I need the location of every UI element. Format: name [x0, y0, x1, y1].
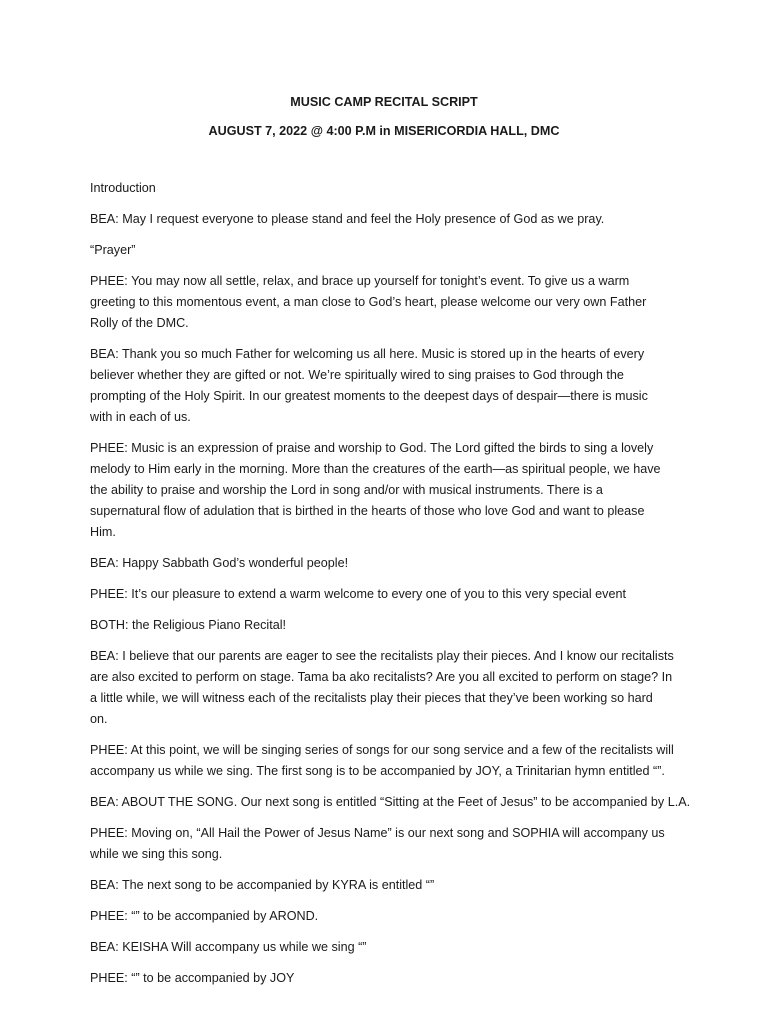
- script-paragraph: [90, 615, 680, 636]
- script-line: BEA: Thank you so much Father for welcoming us all here. Music is stored up in the hearts of every: [90, 347, 645, 361]
- script-paragraph: [90, 740, 680, 782]
- document-title: MUSIC CAMP RECITAL SCRIPT: [290, 95, 478, 109]
- script-line: with in each of us.: [90, 410, 191, 424]
- script-paragraph: [90, 178, 680, 199]
- script-line: a little while, we will witness each of the recitalists play their pieces that they’ve been working so hard: [90, 691, 653, 705]
- script-line: Him.: [90, 525, 116, 539]
- script-line: PHEE: Music is an expression of praise and worship to God. The Lord gifted the birds to sing a lovely: [90, 441, 654, 455]
- script-paragraph: [90, 646, 680, 730]
- script-paragraph: [90, 823, 680, 865]
- script-line: PHEE: You may now all settle, relax, and brace up yourself for tonight’s event. To give us a warm: [90, 274, 630, 288]
- script-line: the ability to praise and worship the Lord in song and/or with musical instruments. There is a: [90, 483, 603, 497]
- script-paragraph: [90, 271, 680, 334]
- script-line: accompany us while we sing. The first song is to be accompanied by JOY, a Trinitarian hymn entitled “”.: [90, 764, 665, 778]
- script-paragraph: [90, 344, 680, 428]
- script-line: are also excited to perform on stage. Tama ba ako recitalists? Are you all excited to perform on stage? In: [90, 670, 673, 684]
- script-line: believer whether they are gifted or not. We’re spiritually wired to sing praises to God through the: [90, 368, 624, 382]
- script-line: PHEE: Moving on, “All Hail the Power of Jesus Name” is our next song and SOPHIA will accompany us: [90, 826, 665, 840]
- script-line: PHEE: “” to be accompanied by AROND.: [90, 909, 319, 923]
- script-paragraph: [90, 875, 680, 896]
- script-line: BEA: May I request everyone to please stand and feel the Holy presence of God as we pray.: [90, 212, 605, 226]
- script-paragraph: [90, 584, 680, 605]
- script-line: greeting to this momentous event, a man close to God’s heart, please welcome our very own Father: [90, 295, 647, 309]
- script-line: BOTH: the Religious Piano Recital!: [90, 618, 286, 632]
- script-body: [90, 178, 691, 999]
- script-line: PHEE: “” to be accompanied by JOY: [90, 971, 295, 985]
- script-line: BEA: The next song to be accompanied by KYRA is entitled “”: [90, 878, 435, 892]
- script-line: supernatural flow of adulation that is birthed in the hearts of those who love God and want to please: [90, 504, 645, 518]
- script-paragraph: [90, 240, 680, 261]
- script-line: prompting of the Holy Spirit. In our greatest moments to the deepest days of despair—there is music: [90, 389, 648, 403]
- script-paragraph: [90, 937, 680, 958]
- script-line: melody to Him early in the morning. More than the creatures of the earth—as spiritual people, we have: [90, 462, 661, 476]
- script-line: “Prayer”: [90, 243, 136, 257]
- script-paragraph: [90, 209, 680, 230]
- script-line: PHEE: It’s our pleasure to extend a warm welcome to every one of you to this very special event: [90, 587, 626, 601]
- script-line: on.: [90, 712, 108, 726]
- script-line: BEA: ABOUT THE SONG. Our next song is entitled “Sitting at the Feet of Jesus” to be accompanied by L.A.: [90, 795, 691, 809]
- script-paragraph: [90, 906, 680, 927]
- script-line: Rolly of the DMC.: [90, 316, 189, 330]
- script-paragraph: [90, 792, 691, 813]
- script-line: while we sing this song.: [90, 847, 223, 861]
- script-line: BEA: I believe that our parents are eager to see the recitalists play their pieces. And I know our recitalists: [90, 649, 674, 663]
- script-paragraph: [90, 438, 680, 543]
- script-line: PHEE: At this point, we will be singing series of songs for our song service and a few of the recitalists will: [90, 743, 674, 757]
- script-line: Introduction: [90, 181, 156, 195]
- document-subtitle: AUGUST 7, 2022 @ 4:00 P.M in MISERICORDIA HALL, DMC: [208, 124, 560, 138]
- script-line: BEA: Happy Sabbath God’s wonderful people!: [90, 556, 349, 570]
- script-paragraph: [90, 553, 680, 574]
- script-paragraph: [90, 968, 680, 989]
- script-line: BEA: KEISHA Will accompany us while we sing “”: [90, 940, 367, 954]
